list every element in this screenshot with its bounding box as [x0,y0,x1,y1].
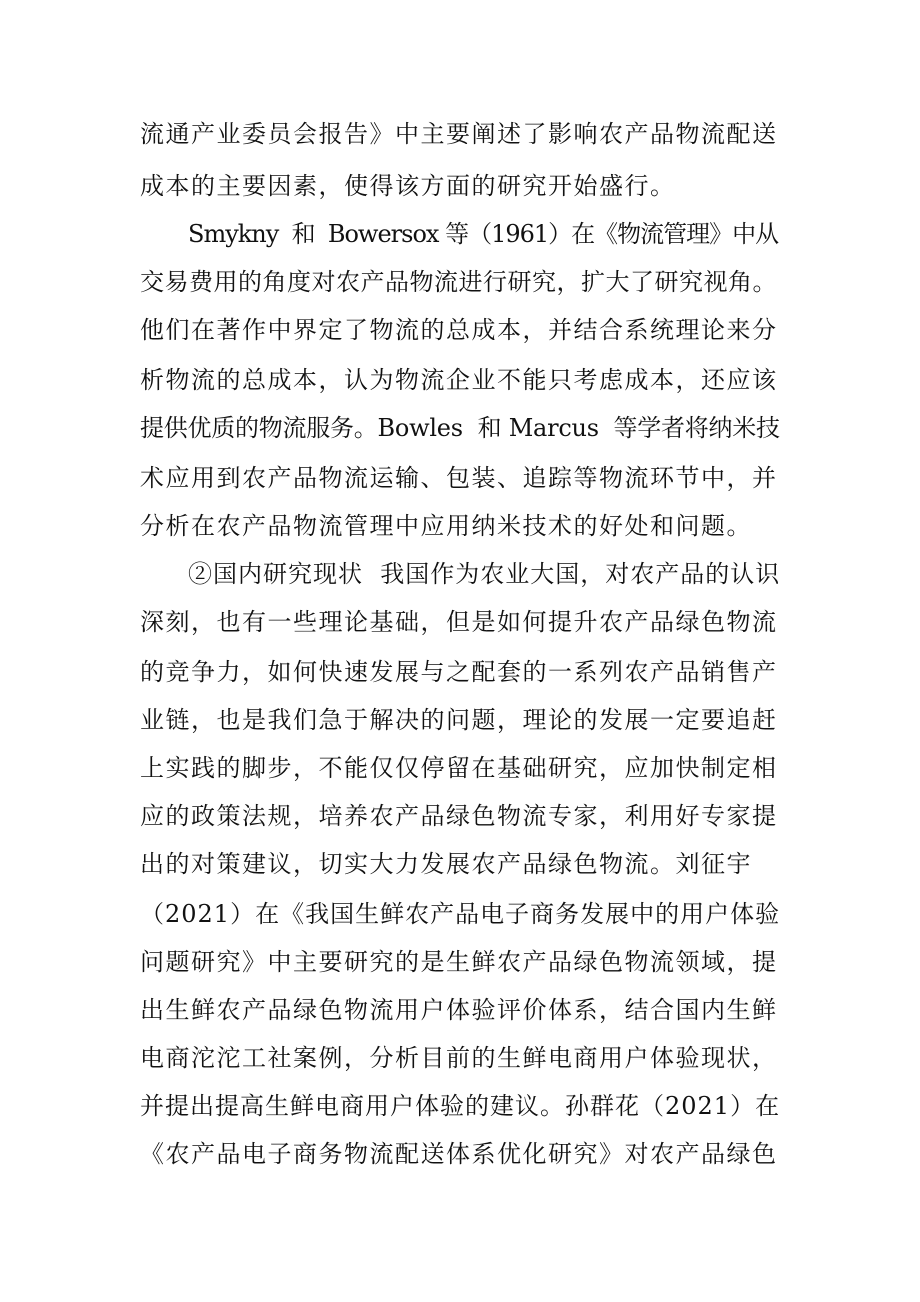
text-line: （2021）在《我国生鲜农产品电子商务发展中的用户体验 [140,900,781,928]
text-line: 术应用到农产品物流运输、包装、追踪等物流环节中，并 [140,464,778,492]
text-line: 深刻，也有一些理论基础，但是如何提升农产品绿色物流 [140,608,778,636]
text-line: 提供优质的物流服务。Bowles 和 Marcus 等学者将纳米技 [140,414,780,442]
text-line: 交易费用的角度对农产品物流进行研究，扩大了研究视角。 [140,268,777,296]
text-line: 析物流的总成本，认为物流企业不能只考虑成本，还应该 [140,366,778,394]
text-line: 成本的主要因素，使得该方面的研究开始盛行。 [140,172,676,200]
text-line: 他们在著作中界定了物流的总成本，并结合系统理论来分 [140,316,778,344]
text-line: 《农产品电子商务物流配送体系优化研究》对农产品绿色 [140,1140,778,1168]
text-line: 电商沱沱工社案例，分析目前的生鲜电商用户体验现状， [140,1044,778,1072]
paragraph-start-line: Smykny 和 Bowersox 等（1961）在《物流管理》中从 [188,220,779,248]
text-line: 出的对策建议，切实大力发展农产品绿色物流。刘征宇 [140,850,752,878]
text-line: 并提出提高生鲜电商用户体验的建议。孙群花（2021）在 [140,1092,781,1120]
text-line: 流通产业委员会报告》中主要阐述了影响农产品物流配送 [140,120,778,148]
paragraph-start-line: ②国内研究现状 我国作为农业大国，对农产品的认识 [188,560,781,588]
text-line: 出生鲜农产品绿色物流用户体验评价体系，结合国内生鲜 [140,996,778,1024]
text-line: 上实践的脚步，不能仅仅停留在基础研究，应加快制定相 [140,754,778,782]
text-line: 业链，也是我们急于解决的问题，理论的发展一定要追赶 [140,706,778,734]
text-line: 应的政策法规，培养农产品绿色物流专家，利用好专家提 [140,802,778,830]
text-line: 分析在农产品物流管理中应用纳米技术的好处和问题。 [140,512,752,540]
text-line: 的竞争力，如何快速发展与之配套的一系列农产品销售产 [140,658,778,686]
text-line: 问题研究》中主要研究的是生鲜农产品绿色物流领域，提 [140,948,778,976]
